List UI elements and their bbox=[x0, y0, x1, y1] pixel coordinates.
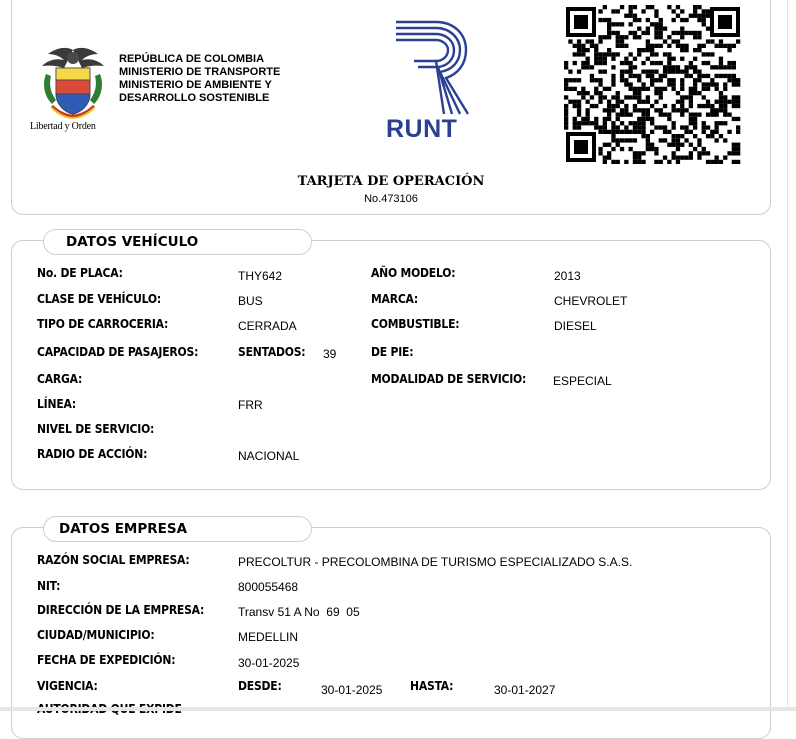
nit-value: 800055468 bbox=[238, 580, 299, 594]
runt-logo-icon bbox=[392, 20, 470, 116]
range-label: RADIO DE ACCIÓN: bbox=[37, 447, 148, 461]
viewer-right-edge bbox=[787, 0, 796, 711]
ministry-line-4: DESARROLLO SOSTENIBLE bbox=[119, 92, 270, 104]
coat-of-arms-icon bbox=[36, 44, 110, 120]
vehicle-section-title: DATOS VEHÍCULO bbox=[66, 234, 199, 250]
plate-value: THY642 bbox=[238, 269, 283, 283]
qr-code-icon bbox=[564, 5, 742, 164]
valid-from-value: 30-01-2025 bbox=[321, 683, 383, 697]
city-value: MEDELLIN bbox=[238, 630, 299, 644]
valid-to-value: 30-01-2027 bbox=[494, 683, 556, 697]
standing-label: DE PIE: bbox=[371, 345, 414, 359]
validity-label: VIGENCIA: bbox=[37, 679, 98, 693]
brand-value: CHEVROLET bbox=[554, 294, 628, 308]
issue-date-label: FECHA DE EXPEDICIÓN: bbox=[37, 653, 176, 667]
ministry-line-2: MINISTERIO DE TRANSPORTE bbox=[119, 66, 281, 78]
service-level-label: NIVEL DE SERVICIO: bbox=[37, 422, 155, 436]
company-section-title: DATOS EMPRESA bbox=[59, 521, 188, 537]
fuel-value: DIESEL bbox=[554, 319, 597, 333]
line-value: FRR bbox=[238, 398, 263, 412]
company-name-value: PRECOLTUR - PRECOLOMBINA DE TURISMO ESPECIALIZADO S.A.S. bbox=[238, 555, 633, 569]
nit-label: NIT: bbox=[37, 579, 61, 593]
document-number: No.473106 bbox=[364, 193, 418, 205]
viewer-bottom-edge bbox=[0, 707, 796, 711]
line-label: LÍNEA: bbox=[37, 397, 77, 411]
ministry-line-3: MINISTERIO DE AMBIENTE Y bbox=[119, 79, 272, 91]
capacity-label: CAPACIDAD DE PASAJEROS: bbox=[37, 345, 199, 359]
fuel-label: COMBUSTIBLE: bbox=[371, 317, 460, 331]
plate-label: No. DE PLACA: bbox=[37, 266, 123, 280]
brand-label: MARCA: bbox=[371, 292, 419, 306]
model-year-value: 2013 bbox=[554, 269, 581, 283]
body-label: TIPO DE CARROCERIA: bbox=[37, 317, 169, 331]
issue-date-value: 30-01-2025 bbox=[238, 656, 300, 670]
service-mode-value: ESPECIAL bbox=[553, 374, 612, 388]
seated-value: 39 bbox=[323, 347, 337, 361]
range-value: NACIONAL bbox=[238, 449, 300, 463]
city-label: CIUDAD/MUNICIPIO: bbox=[37, 628, 155, 642]
ministry-line-1: REPÚBLICA DE COLOMBIA bbox=[119, 53, 265, 65]
address-value: Transv 51 A No 69 05 bbox=[238, 605, 360, 619]
model-year-label: AÑO MODELO: bbox=[371, 266, 456, 280]
address-label: DIRECCIÓN DE LA EMPRESA: bbox=[37, 603, 205, 617]
ministry-block bbox=[119, 53, 280, 105]
motto: Libertad y Orden bbox=[30, 121, 96, 132]
seated-label: SENTADOS: bbox=[238, 345, 306, 359]
valid-to-label: HASTA: bbox=[410, 679, 454, 693]
company-section-tab bbox=[43, 516, 312, 542]
service-mode-label: MODALIDAD DE SERVICIO: bbox=[371, 372, 527, 386]
valid-from-label: DESDE: bbox=[238, 679, 282, 693]
class-value: BUS bbox=[238, 294, 263, 308]
body-value: CERRADA bbox=[238, 319, 297, 333]
runt-logo-text: RUNT bbox=[386, 115, 458, 143]
document-title: TARJETA DE OPERACIÓN bbox=[297, 174, 485, 189]
vehicle-section-tab bbox=[43, 229, 312, 255]
cargo-label: CARGA: bbox=[37, 372, 83, 386]
class-label: CLASE DE VEHÍCULO: bbox=[37, 292, 161, 306]
company-name-label: RAZÓN SOCIAL EMPRESA: bbox=[37, 553, 190, 567]
